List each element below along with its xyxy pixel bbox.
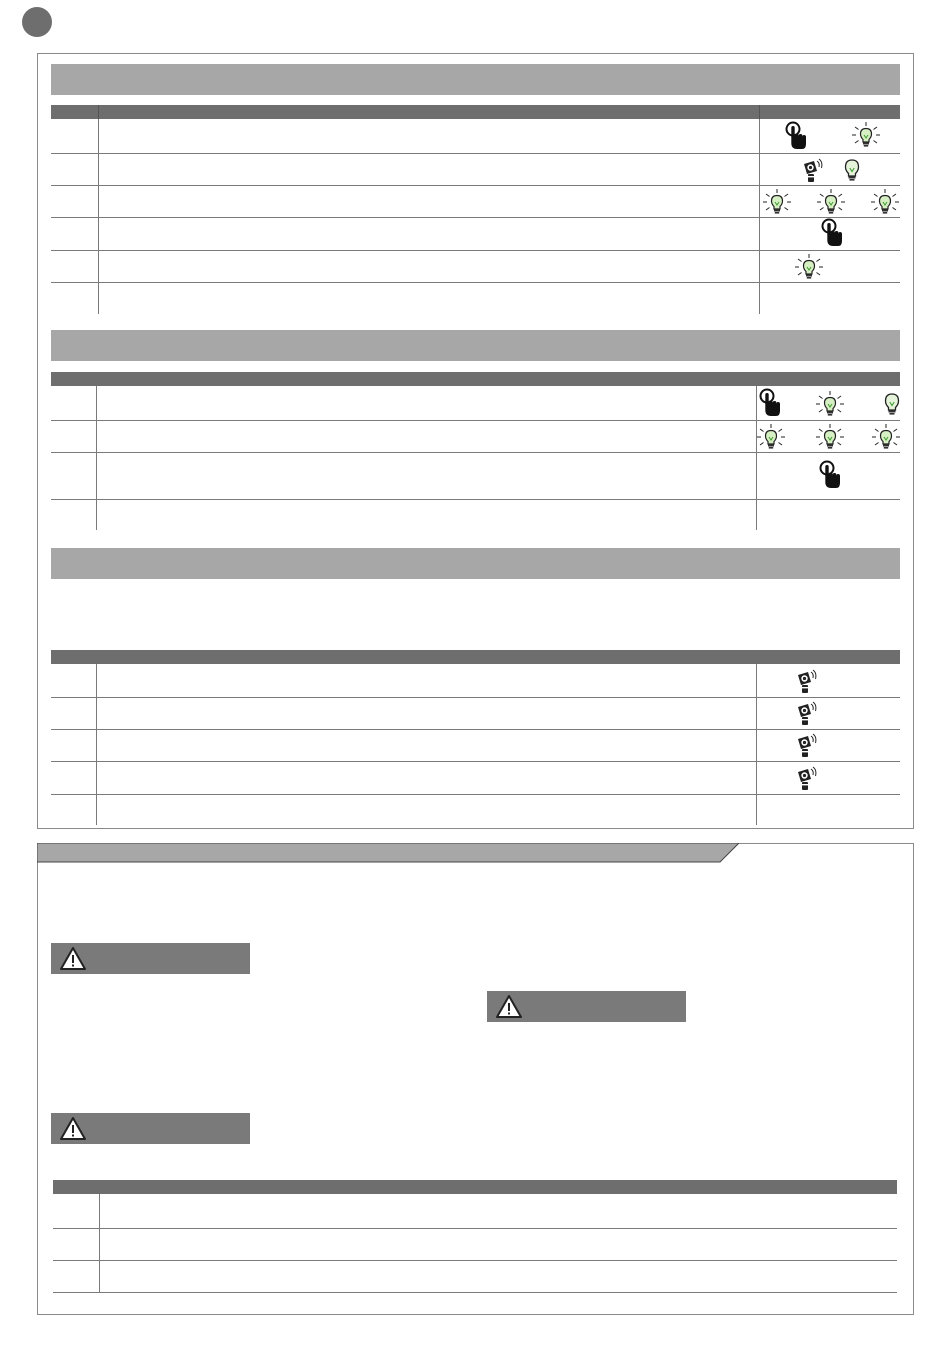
table-row [51,282,900,283]
hand-press-icon [818,460,842,490]
led-bulb-icon [882,392,902,416]
remote-transmitter-icon [795,701,817,726]
warning-triangle-icon [495,994,523,1019]
led-blinking-icon [870,188,900,215]
table-row [51,794,900,795]
page-number-badge [22,7,52,37]
warning-box-1 [51,943,250,974]
notes-frame [37,843,914,1315]
table-row [51,185,900,186]
table-row [53,1228,897,1229]
led-blinking-icon [815,423,845,450]
hand-press-icon [820,218,844,248]
led-blinking-icon [871,423,901,450]
remote-transmitter-icon [795,766,817,791]
table-3-header [51,650,900,664]
table-1-header [51,105,900,119]
remote-transmitter-icon [795,733,817,758]
notes-tab-header [37,843,739,863]
table-row [51,697,900,698]
led-blinking-icon [794,253,824,280]
table-row [51,153,900,154]
led-blinking-icon [762,188,792,215]
table-row [53,1292,897,1293]
table-row [51,250,900,251]
led-blinking-icon [815,390,845,417]
section-3-title-bar [51,548,900,579]
table-row [51,729,900,730]
led-blinking-icon [816,188,846,215]
led-blinking-icon [756,423,786,450]
section-1-title-bar [51,64,900,95]
table-row [51,761,900,762]
led-blinking-icon [851,121,881,148]
table-row [51,420,900,421]
table-row [51,217,900,218]
warning-box-3 [51,1113,250,1144]
hand-press-icon [784,121,808,151]
table-row [51,452,900,453]
warning-triangle-icon [59,946,87,971]
remote-transmitter-icon [801,158,823,183]
table-4-header [53,1180,897,1194]
table-2-header [51,372,900,386]
table-row [51,499,900,500]
remote-transmitter-icon [795,669,817,694]
section-2-title-bar [51,330,900,361]
led-bulb-icon [842,158,862,182]
warning-box-2 [487,991,686,1022]
hand-press-icon [758,388,782,418]
table-row [53,1260,897,1261]
warning-triangle-icon [59,1116,87,1141]
